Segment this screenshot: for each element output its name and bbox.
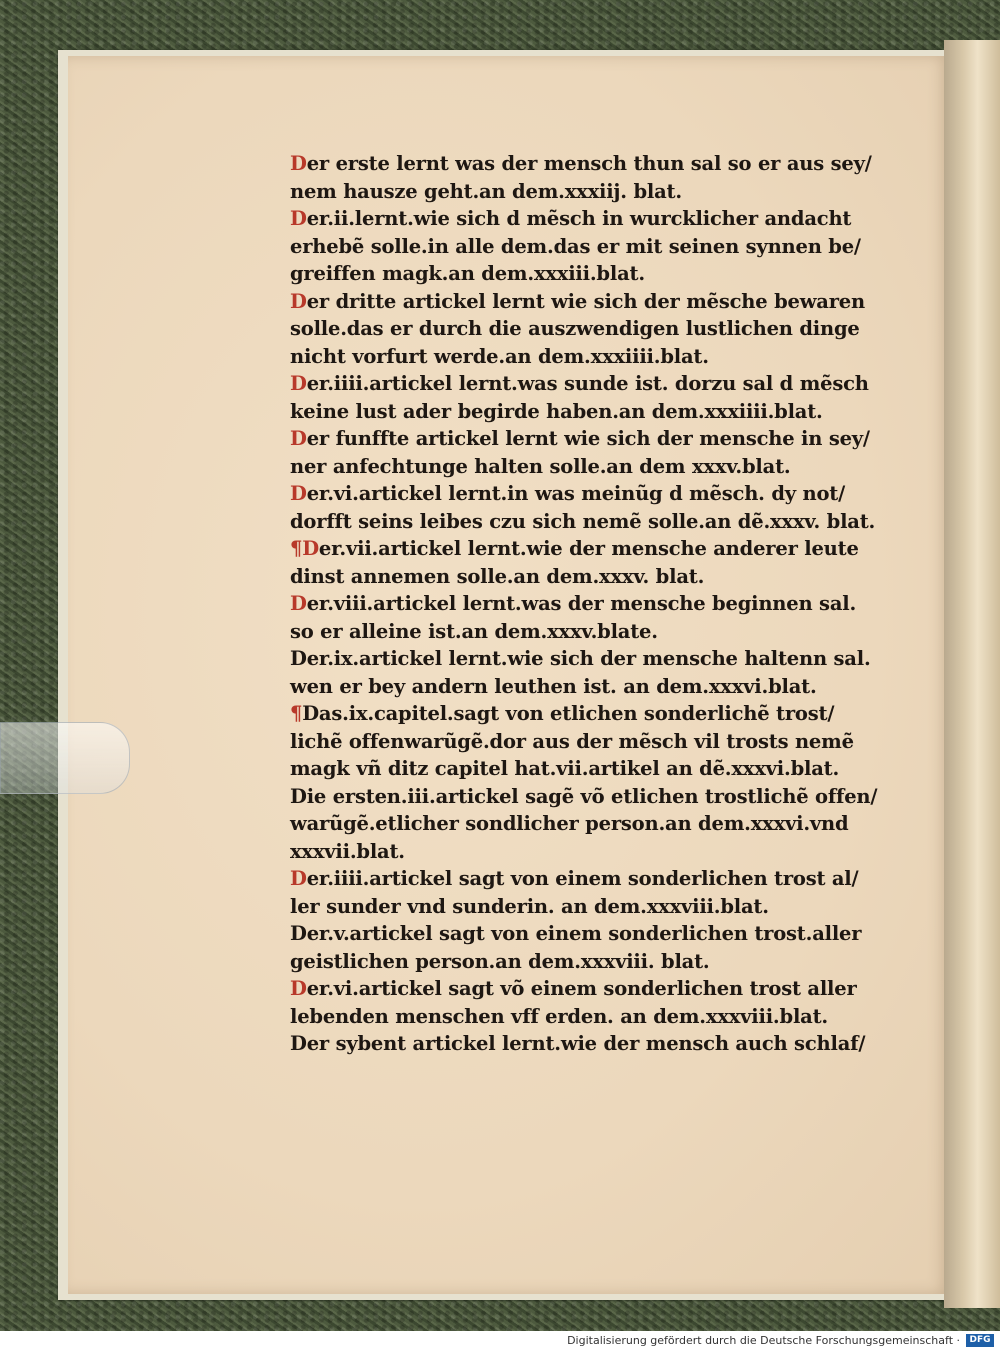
text-line — [290, 590, 880, 618]
line-text: solle.das er durch die auszwendigen lustlichen dinge — [290, 317, 860, 340]
line-text: lichẽ offenwarũgẽ.dor aus der mẽsch vil trosts nemẽ — [290, 729, 854, 753]
line-text: Die ersten.iii.artickel sagẽ võ etlichen trostlichẽ offen/ — [290, 784, 878, 808]
rubricated-initial: D — [290, 289, 307, 313]
text-line — [290, 205, 880, 233]
line-text: dinst annemen solle.an dem.xxxv. blat. — [290, 564, 705, 588]
line-text: er funffte artickel lernt wie sich der mensche in sey/ — [306, 427, 870, 450]
line-text: nem hausze geht.an dem.xxxiij. blat. — [290, 179, 682, 203]
line-text: so er alleine ist.an dem.xxxv.blate. — [290, 619, 658, 643]
line-text: er.iiii.artickel sagt von einem sonderlichen trost al/ — [306, 867, 859, 890]
text-line — [290, 838, 880, 866]
line-text: xxxvii.blat. — [290, 839, 405, 863]
line-text: greiffen magk.an dem.xxxiii.blat. — [290, 262, 645, 285]
text-line — [290, 893, 880, 921]
line-text: Das.ix.capitel.sagt von etlichen sonderlichẽ trost/ — [302, 702, 835, 725]
text-line — [290, 288, 880, 316]
line-text: er.iiii.artickel lernt.was sunde ist. dorzu sal d mẽsch — [306, 372, 869, 395]
line-text: Der sybent artickel lernt.wie der mensch auch schlaf/ — [290, 1032, 866, 1055]
line-text: ner anfechtunge halten solle.an dem xxxv.blat. — [290, 454, 791, 478]
line-text: ler sunder vnd sunderin. an dem.xxxviii.blat. — [290, 894, 769, 918]
text-line — [290, 920, 880, 948]
line-text: Der.v.artickel sagt von einem sonderlichen trost.aller — [290, 922, 862, 945]
line-text: er.vii.artickel lernt.wie der mensche anderer leute — [318, 537, 859, 560]
text-line — [290, 370, 880, 398]
rubricated-initial: ¶ — [290, 702, 303, 725]
text-line — [290, 865, 880, 893]
line-text: er erste lernt was der mensch thun sal so er aus sey/ — [306, 152, 872, 175]
text-line — [290, 480, 880, 508]
text-line — [290, 700, 880, 728]
text-line — [290, 398, 880, 426]
line-text: warũgẽ.etlicher sondlicher person.an dem.xxxvi.vnd — [290, 812, 849, 835]
rubricated-initial: ¶D — [290, 537, 319, 560]
line-text: dorfft seins leibes czu sich nemẽ solle.an dẽ.xxxv. blat. — [290, 509, 876, 533]
funding-credit: Digitalisierung gefördert durch die Deutsche Forschungsgemeinschaft · — [567, 1334, 960, 1347]
text-line — [290, 755, 880, 783]
line-text: keine lust ader begirde haben.an dem.xxxiiii.blat. — [290, 399, 823, 423]
rubricated-initial: D — [290, 207, 307, 230]
footer-bar — [0, 1331, 1000, 1351]
text-line — [290, 508, 880, 536]
line-text: er.vi.artickel sagt võ einem sonderlichen trost aller — [306, 977, 857, 1000]
text-line — [290, 150, 880, 178]
text-line — [290, 453, 880, 481]
text-line — [290, 645, 880, 673]
text-line — [290, 535, 880, 563]
text-line — [290, 728, 880, 756]
line-text: er.viii.artickel lernt.was der mensche beginnen sal. — [306, 592, 857, 615]
text-line — [290, 975, 880, 1003]
page-holder-tab — [0, 722, 130, 794]
text-line — [290, 810, 880, 838]
text-line — [290, 1030, 880, 1058]
text-line — [290, 563, 880, 591]
text-line — [290, 178, 880, 206]
line-text: wen er bey andern leuthen ist. an dem.xxxvi.blat. — [290, 674, 817, 698]
text-line — [290, 783, 880, 811]
line-text: lebenden menschen vff erden. an dem.xxxviii.blat. — [290, 1004, 828, 1028]
text-line — [290, 948, 880, 976]
rubricated-initial: D — [290, 372, 307, 395]
text-line — [290, 315, 880, 343]
dfg-logo: DFG — [966, 1334, 994, 1347]
line-text: er.vi.artickel lernt.in was meinũg d mẽsch. dy not/ — [306, 482, 846, 505]
text-line — [290, 260, 880, 288]
text-line — [290, 233, 880, 261]
line-text: erhebẽ solle.in alle dem.das er mit seinen synnen be/ — [290, 234, 861, 258]
rubricated-initial: D — [290, 427, 307, 450]
rubricated-initial: D — [290, 867, 307, 890]
page-edge — [944, 40, 1000, 1308]
line-text: nicht vorfurt werde.an dem.xxxiiii.blat. — [290, 344, 709, 368]
line-text: er.ii.lernt.wie sich d mẽsch in wurcklicher andacht — [306, 207, 852, 230]
page-text — [290, 150, 880, 1058]
text-line — [290, 1003, 880, 1031]
text-line — [290, 673, 880, 701]
line-text: er dritte artickel lernt wie sich der mẽsche bewaren — [306, 289, 865, 313]
line-text: Der.ix.artickel lernt.wie sich der mensche haltenn sal. — [290, 647, 871, 670]
line-text: geistlichen person.an dem.xxxviii. blat. — [290, 949, 710, 973]
text-line — [290, 343, 880, 371]
text-line — [290, 618, 880, 646]
text-line — [290, 425, 880, 453]
rubricated-initial: D — [290, 482, 307, 505]
rubricated-initial: D — [290, 977, 307, 1000]
rubricated-initial: D — [290, 592, 307, 615]
rubricated-initial: D — [290, 152, 307, 175]
line-text: magk vñ ditz capitel hat.vii.artikel an dẽ.xxxvi.blat. — [290, 757, 840, 780]
